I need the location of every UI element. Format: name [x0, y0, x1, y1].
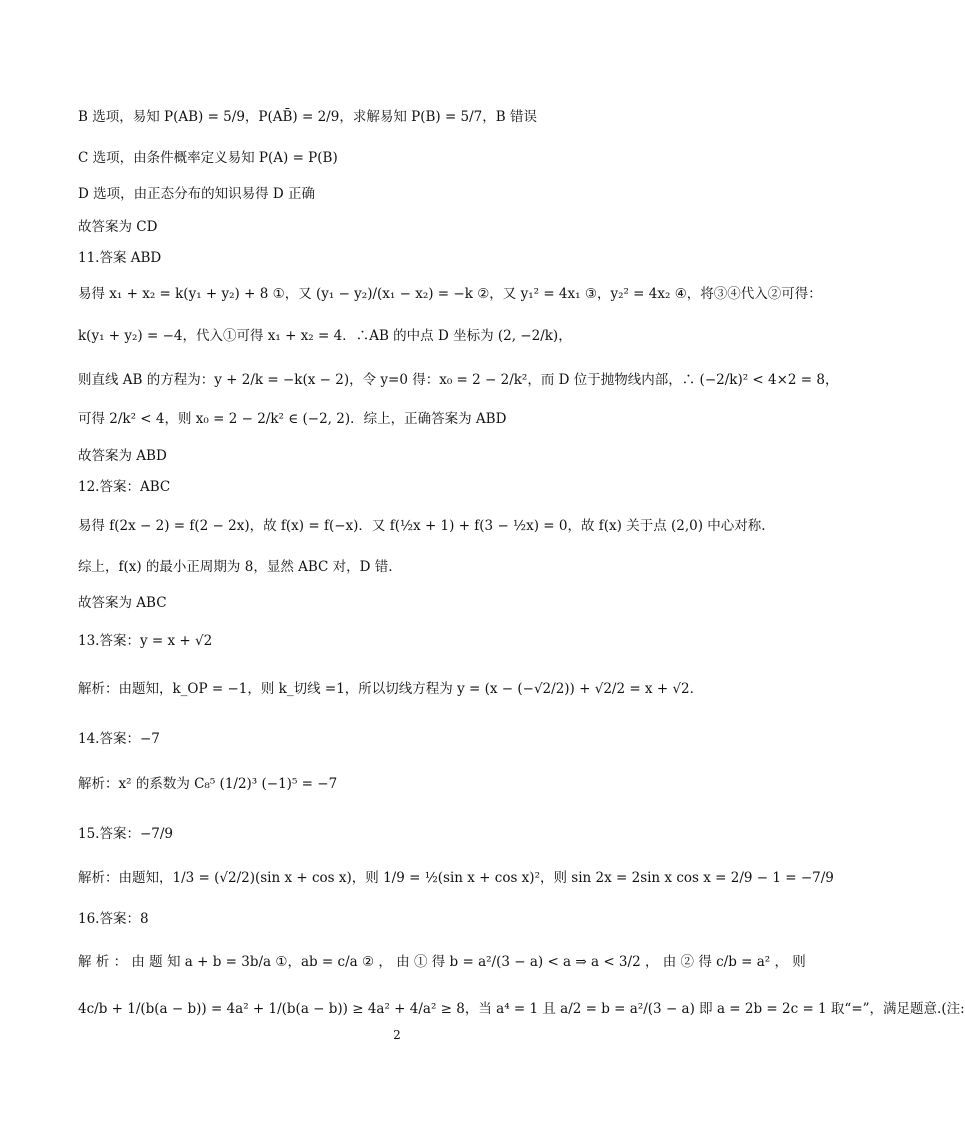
text-line: 12.答案：ABC [78, 479, 171, 495]
text-line: 易得 x₁ + x₂ = k(y₁ + y₂) + 8 ①，又 (y₁ − y₂)/(x₁ − x₂) = −k ②，又 y₁² = 4x₁ ③，y₂² = 4x₂ ④，将③④代入②可得： [78, 286, 822, 302]
page-number: 2 [393, 1028, 401, 1042]
text-line: k(y₁ + y₂) = −4，代入①可得 x₁ + x₂ = 4．∴AB 的中点 D 坐标为 (2, −2/k)， [78, 328, 572, 344]
text-line: 解析：由题知，1/3 = (√2/2)(sin x + cos x)，则 1/9 = ½(sin x + cos x)²，则 sin 2x = 2sin x cos x = 2/9 − 1 = −7/9 [78, 870, 834, 886]
text-line: 故答案为 CD [78, 219, 158, 235]
text-line: 4c/b + 1/(b(a − b)) = 4a² + 1/(b(a − b)) ≥ 4a² + 4/a² ≥ 8，当 a⁴ = 1 且 a/2 = b = a²/(3 − a) 即 a = 2b = 2c = 1 取“=”，满足题意.(注: [78, 1001, 965, 1017]
text-line: 故答案为 ABC [78, 595, 167, 611]
text-line: C 选项，由条件概率定义易知 P(A) = P(B) [78, 150, 338, 166]
text-line: 可得 2/k² < 4，则 x₀ = 2 − 2/k² ∈ (−2, 2)．综上，正确答案为 ABD [78, 411, 507, 427]
text-line: 14.答案：−7 [78, 731, 160, 747]
text-line: 则直线 AB 的方程为：y + 2/k = −k(x − 2)，令 y=0 得：x₀ = 2 − 2/k²，而 D 位于抛物线内部，∴ (−2/k)² < 4×2 = 8， [78, 372, 839, 388]
text-line: 易得 f(2x − 2) = f(2 − 2x)，故 f(x) = f(−x)．又 f(½x + 1) + f(3 − ½x) = 0，故 f(x) 关于点 (2,0) 中心对称. [78, 518, 766, 534]
text-line: 13.答案：y = x + √2 [78, 633, 213, 649]
text-line: B 选项，易知 P(AB) = 5/9，P(AB̄) = 2/9，求解易知 P(B) = 5/7，B 错误 [78, 109, 537, 125]
text-line: 解析：由题知，k_OP = −1，则 k_切线 =1，所以切线方程为 y = (x − (−√2/2)) + √2/2 = x + √2． [78, 681, 704, 697]
text-line: 16.答案：8 [78, 911, 149, 927]
text-line: 解析：x² 的系数为 C₈⁵ (1/2)³ (−1)⁵ = −7 [78, 776, 338, 792]
text-line: 解 析 ： 由 题 知 a + b = 3b/a ①，ab = c/a ② ， 由 ① 得 b = a²/(3 − a) < a ⇒ a < 3/2 ， 由 ② 得 c/b = a² ， 则 [78, 954, 806, 970]
text-line: 综上，f(x) 的最小正周期为 8，显然 ABC 对，D 错. [78, 559, 393, 575]
text-line: D 选项，由正态分布的知识易得 D 正确 [78, 186, 316, 202]
text-line: 15.答案：−7/9 [78, 826, 174, 842]
text-line: 11.答案 ABD [78, 250, 162, 266]
text-line: 故答案为 ABD [78, 448, 167, 464]
